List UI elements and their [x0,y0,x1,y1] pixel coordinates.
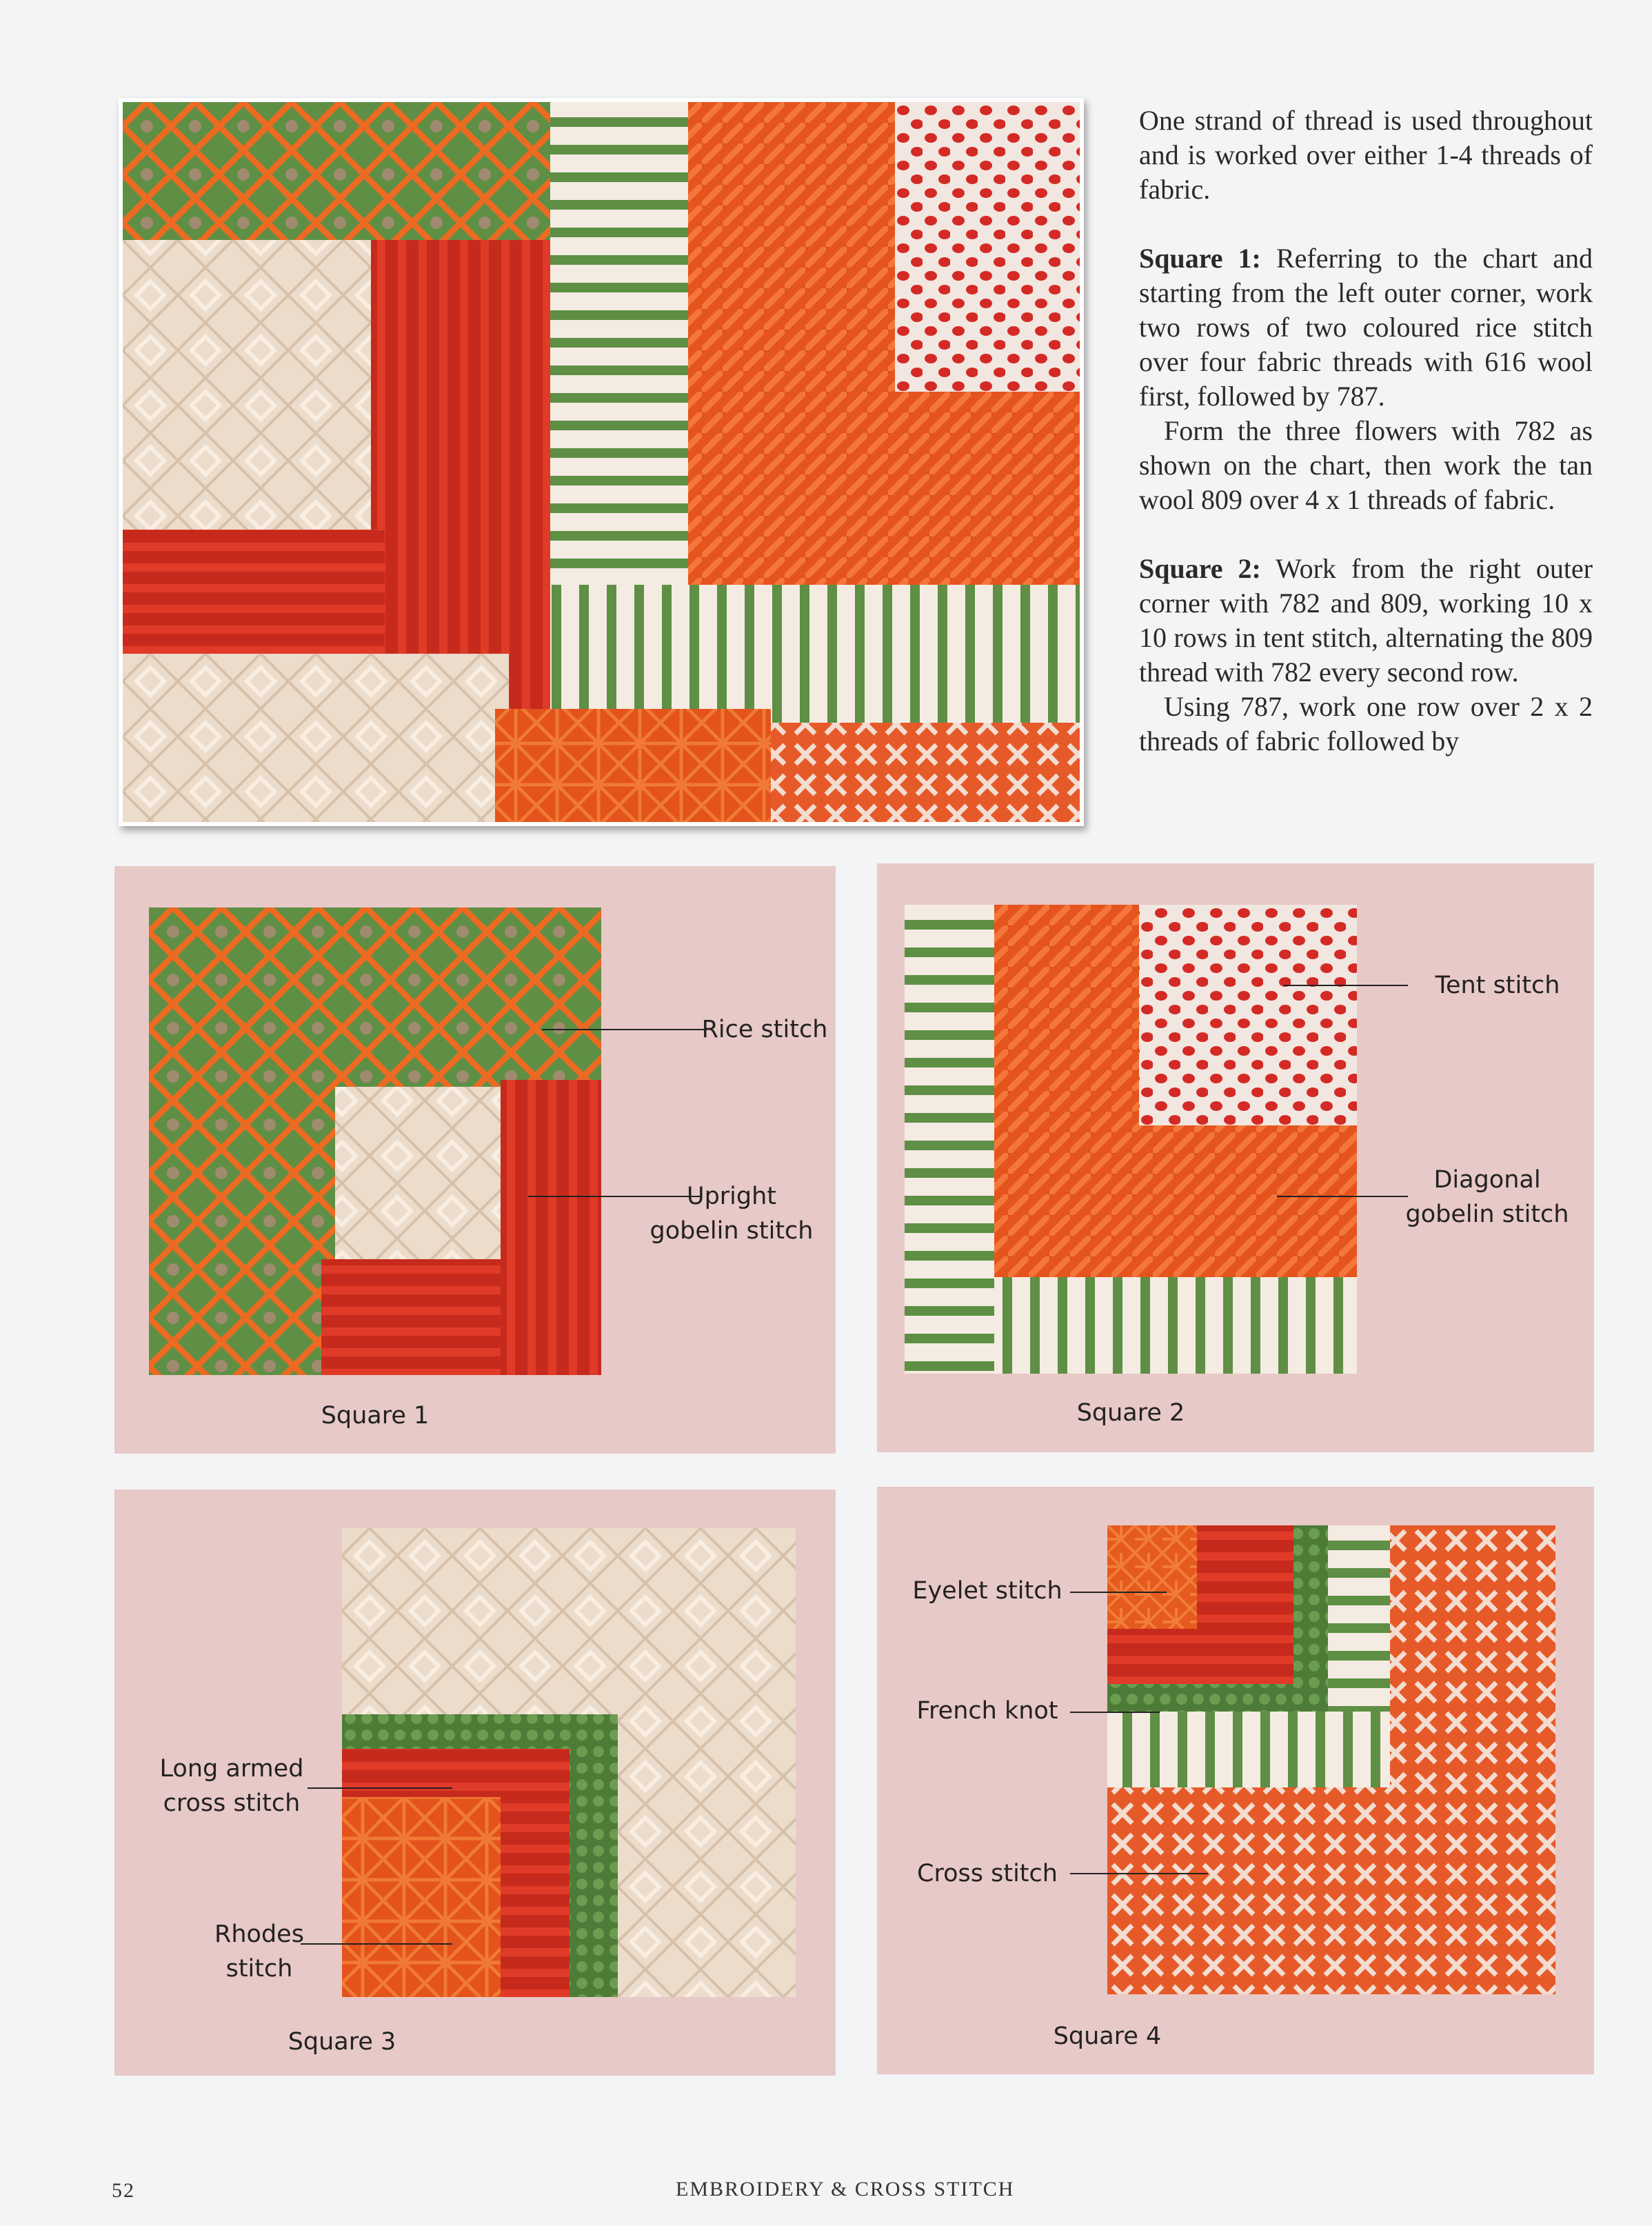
square1-paragraph [1139,241,1593,414]
french-knot-label: French knot [916,1697,1058,1725]
embroidery-sampler-photo [119,98,1084,826]
square2-heading: Square 2: [1139,553,1261,584]
upright-gobelin-label-line1: Upright [686,1183,777,1210]
long-armed-cross-label-line2: cross stitch [163,1789,301,1817]
long-armed-cross-label [142,1752,321,1821]
square1-photo [149,908,601,1375]
upright-gobelin-label-line2: gobelin stitch [649,1217,814,1245]
square2-text: Work from the right outer corner with 782 and 809, working 10 x 10 rows in tent stitch, alternating the 809 thread with 782 every second row. [1139,553,1593,688]
square1-paragraph-2: Form the three flowers with 782 as shown on the chart, then work the tan wool 809 over 4 x 1 threads of fabric. [1139,415,1593,515]
intro-paragraph: One strand of thread is used throughout and is worked over either 1-4 threads of fabric. [1139,105,1593,205]
eyelet-stitch-leader [1070,1592,1167,1593]
square4-caption: Square 4 [1053,2023,1162,2050]
diagonal-gobelin-label-line1: Diagonal [1433,1166,1541,1194]
rhodes-stitch-leader [301,1943,452,1945]
eyelet-stitch-label: Eyelet stitch [912,1577,1062,1605]
running-title: EMBROIDERY & CROSS STITCH [676,2178,1015,2200]
square2-paragraph-2: Using 787, work one row over 2 x 2 threads of fabric followed by [1139,691,1593,756]
square1-text: Referring to the chart and starting from the left outer corner, work two rows of two coloured rice stitch over four fabric threads with 616 wool first, followed by 787. [1139,243,1593,412]
rhodes-stitch-label-line2: stitch [225,1955,293,1983]
french-knot-leader [1070,1712,1160,1713]
cross-stitch-label: Cross stitch [917,1860,1058,1887]
diagonal-gobelin-label [1387,1163,1587,1232]
tent-stitch-leader [1284,985,1408,986]
square1-caption: Square 1 [321,1402,430,1430]
square4-photo [1107,1525,1555,1994]
rhodes-stitch-label-line1: Rhodes [214,1921,304,1948]
upright-gobelin-label [618,1179,845,1248]
square2-panel [877,863,1594,1452]
long-armed-cross-label-line1: Long armed [159,1755,304,1783]
rice-stitch-label: Rice stitch [701,1016,828,1043]
diagonal-gobelin-label-line2: gobelin stitch [1405,1201,1569,1228]
tent-stitch-label: Tent stitch [1435,972,1560,999]
square2-paragraph [1139,552,1593,690]
square1-panel [114,866,836,1454]
square3-photo [342,1528,796,1997]
square1-heading: Square 1: [1139,243,1261,274]
page-number: 52 [112,2179,135,2202]
square4-panel [877,1487,1594,2074]
rhodes-stitch-label [204,1917,314,1986]
long-armed-cross-leader [308,1787,452,1789]
square3-caption: Square 3 [288,2028,396,2056]
square3-panel [114,1490,836,2076]
cross-stitch-leader [1070,1873,1208,1874]
square2-photo [905,905,1357,1374]
square2-caption: Square 2 [1076,1399,1185,1427]
instructions-text [1139,103,1593,759]
